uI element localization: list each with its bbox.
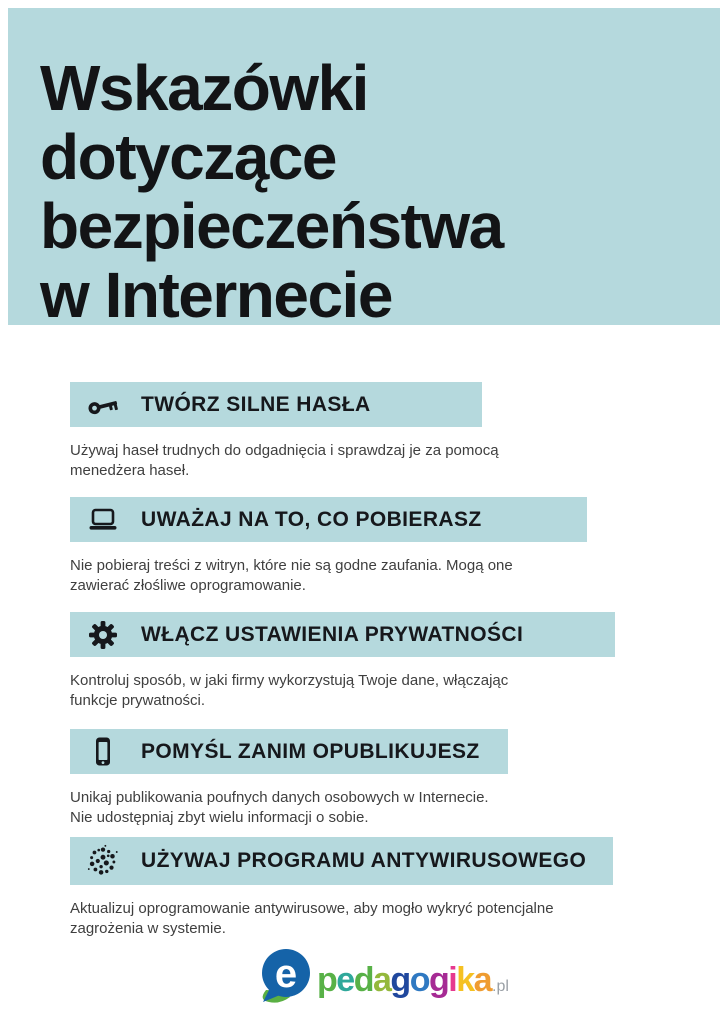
logo-letter: i — [448, 961, 457, 999]
tip-body — [70, 788, 508, 828]
smartphone-icon — [85, 734, 121, 770]
tip-body — [70, 441, 499, 481]
epedagogika-wordmark — [317, 963, 491, 1006]
tip-body-line: Używaj haseł trudnych do odgadnięcia i sprawdzaj je za pomocą — [70, 442, 499, 459]
tip-section-downloads — [70, 497, 587, 596]
key-icon — [85, 387, 121, 423]
tip-body-line: Nie pobieraj treści z witryn, które nie są godne zaufania. Mogą one — [70, 557, 513, 574]
hero-banner — [8, 8, 720, 331]
laptop-icon — [85, 502, 121, 538]
logo-domain-suffix: .pl — [492, 978, 509, 995]
logo-letter: d — [353, 961, 373, 999]
logo-letter: p — [317, 961, 337, 999]
tip-body — [70, 899, 613, 939]
logo-letter: e — [336, 961, 354, 999]
tip-body-line: menedżera haseł. — [70, 462, 190, 479]
tip-heading: TWÓRZ SILNE HASŁA — [141, 392, 371, 416]
tip-body — [70, 556, 587, 596]
tip-section-posting — [70, 729, 508, 828]
tip-header-bar — [70, 382, 482, 427]
epedagogika-e-icon — [256, 946, 314, 1006]
tip-header-bar — [70, 729, 508, 774]
virus-icon — [85, 843, 121, 879]
tip-body-line: zawierać złośliwe oprogramowanie. — [70, 577, 306, 594]
tip-body-line: funkcje prywatności. — [70, 692, 206, 709]
tip-body — [70, 671, 615, 711]
tip-heading: UŻYWAJ PROGRAMU ANTYWIRUSOWEGO — [141, 849, 587, 872]
logo-letter: k — [456, 961, 474, 999]
tip-body-line: Kontroluj sposób, w jaki firmy wykorzystują Twoje dane, włączając — [70, 672, 509, 689]
gear-icon — [85, 617, 121, 653]
epedagogika-logo — [256, 942, 509, 1006]
tip-heading: UWAŻAJ NA TO, CO POBIERASZ — [141, 507, 482, 531]
tip-section-passwords — [70, 382, 499, 481]
tip-body-line: Nie udostępniaj zbyt wielu informacji o sobie. — [70, 809, 369, 826]
logo-letter: o — [409, 961, 429, 999]
svg-text:e: e — [274, 952, 298, 996]
title-line: bezpieczeństwa — [40, 190, 503, 262]
tip-header-bar — [70, 497, 587, 542]
tip-heading: POMYŚL ZANIM OPUBLIKUJESZ — [141, 739, 480, 763]
title-line: dotyczące — [40, 121, 336, 193]
logo-letter: g — [390, 961, 410, 999]
page-title — [40, 54, 503, 330]
tip-body-line: Unikaj publikowania poufnych danych osobowych w Internecie. — [70, 789, 489, 806]
logo-letter: a — [372, 961, 391, 999]
tip-section-antivirus — [70, 837, 613, 939]
tip-header-bar — [70, 837, 613, 885]
tip-section-privacy — [70, 612, 615, 711]
logo-letter: g — [428, 961, 449, 999]
tip-body-line: Aktualizuj oprogramowanie antywirusowe, aby mogło wykryć potencjalne — [70, 900, 554, 917]
title-line: Wskazówki — [40, 52, 368, 124]
tip-heading: WŁĄCZ USTAWIENIA PRYWATNOŚCI — [141, 622, 524, 646]
tip-header-bar — [70, 612, 615, 657]
title-line: w Internecie — [40, 259, 392, 331]
tip-body-line: zagrożenia w systemie. — [70, 920, 226, 937]
logo-letter: a — [473, 961, 492, 999]
